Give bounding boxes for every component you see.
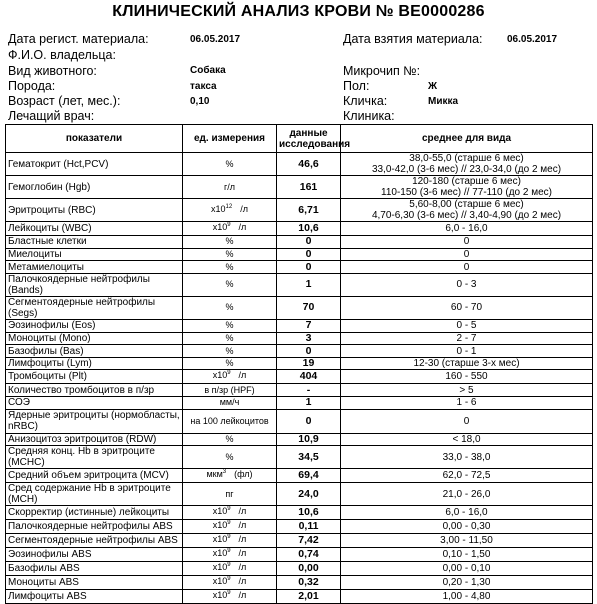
row-unit-tail: /л bbox=[238, 534, 247, 545]
row-unit-exponent: 3 bbox=[222, 469, 227, 476]
row-unit: в п/зр (HPF) bbox=[183, 384, 277, 397]
take-date-label: Дата взятия материала: bbox=[343, 32, 483, 46]
row-reference bbox=[341, 469, 593, 483]
row-reference bbox=[341, 397, 593, 410]
doctor-label: Лечащий врач: bbox=[8, 109, 95, 123]
row-reference bbox=[341, 370, 593, 384]
row-unit-base: мкм bbox=[206, 469, 223, 480]
row-reference bbox=[341, 548, 593, 562]
breed-label: Порода: bbox=[8, 79, 56, 93]
table-row bbox=[6, 296, 593, 319]
table-row bbox=[6, 261, 593, 274]
reg-date-label: Дата регист. материала: bbox=[8, 32, 149, 46]
row-unit: % bbox=[183, 332, 277, 345]
row-unit bbox=[183, 469, 277, 483]
row-indicator-name: СОЭ bbox=[6, 397, 183, 410]
row-unit-tail: /л bbox=[238, 506, 247, 517]
table-row bbox=[6, 248, 593, 261]
row-reference bbox=[341, 520, 593, 534]
row-unit: мм/ч bbox=[183, 397, 277, 410]
row-result-value: 0,74 bbox=[277, 548, 341, 562]
row-indicator-name: Эозинофилы (Eos) bbox=[6, 319, 183, 332]
reference-line: 120-180 (старше 6 мес) bbox=[412, 176, 521, 187]
row-indicator-name: Базофилы ABS bbox=[6, 562, 183, 576]
row-result-value: 2,01 bbox=[277, 590, 341, 604]
row-unit: % bbox=[183, 345, 277, 358]
reference-line: < 18,0 bbox=[452, 434, 481, 446]
row-unit-base: x10 bbox=[212, 222, 228, 232]
reference-line: 0,20 - 1,30 bbox=[442, 577, 491, 589]
table-row bbox=[6, 153, 593, 176]
row-indicator-name: Палочкоядерные нейтрофилы (Bands) bbox=[6, 273, 183, 296]
row-indicator-name: Средний объем эритроцита (MCV) bbox=[6, 469, 183, 483]
row-reference bbox=[341, 590, 593, 604]
header-reference: среднее для вида bbox=[341, 125, 593, 153]
table-row bbox=[6, 199, 593, 222]
row-reference bbox=[341, 433, 593, 446]
sex-label: Пол: bbox=[343, 79, 370, 93]
row-unit-base: x10 bbox=[212, 548, 228, 559]
row-reference bbox=[341, 199, 593, 222]
row-result-value: 3 bbox=[277, 332, 341, 345]
clinic-label: Клиника: bbox=[343, 109, 395, 123]
row-unit-tail: /л bbox=[238, 370, 247, 381]
owner-label: Ф.И.О. владельца: bbox=[8, 48, 116, 62]
reference-line: 0 bbox=[463, 415, 470, 427]
row-unit-base: x10 bbox=[212, 562, 228, 573]
table-header-row bbox=[6, 125, 593, 153]
header-indicator: показатели bbox=[6, 125, 183, 153]
row-indicator-name: Сред содержание Hb в эритроците (MCH) bbox=[6, 483, 183, 506]
reference-line: 33,0 - 38,0 bbox=[442, 451, 491, 463]
row-unit-tail: (фл) bbox=[234, 469, 253, 480]
table-row bbox=[6, 576, 593, 590]
table-row bbox=[6, 319, 593, 332]
row-unit bbox=[183, 199, 277, 222]
table-row bbox=[6, 562, 593, 576]
reference-line: 62,0 - 72,5 bbox=[442, 470, 491, 482]
row-result-value: 10,6 bbox=[277, 506, 341, 520]
reference-line: 5,60-8,00 (старше 6 мес) bbox=[409, 199, 524, 210]
row-unit bbox=[183, 590, 277, 604]
row-result-value: 0 bbox=[277, 409, 341, 433]
sex-value: Ж bbox=[428, 81, 438, 92]
row-unit-tail: /л bbox=[238, 548, 247, 559]
header-result: данные исследования bbox=[277, 125, 341, 153]
row-indicator-name: Эритроциты (RBC) bbox=[6, 199, 183, 222]
reference-line: 3,00 - 11,50 bbox=[440, 535, 493, 547]
results-table bbox=[5, 124, 593, 604]
reference-line: 33,0-42,0 (3-6 мес) // 23,0-34,0 (до 2 мес) bbox=[371, 164, 562, 175]
row-unit: % bbox=[183, 248, 277, 261]
row-unit-base: x10 bbox=[212, 534, 228, 545]
row-unit-exponent: 9 bbox=[227, 370, 231, 377]
results-body bbox=[6, 153, 593, 604]
table-row bbox=[6, 176, 593, 199]
row-unit-tail: /л bbox=[238, 222, 247, 232]
table-row bbox=[6, 534, 593, 548]
row-indicator-name: Лейкоциты (WBC) bbox=[6, 222, 183, 236]
microchip-label: Микрочип №: bbox=[343, 64, 421, 78]
row-unit bbox=[183, 576, 277, 590]
row-indicator-name: Палочкоядерные нейтрофилы ABS bbox=[6, 520, 183, 534]
row-reference bbox=[341, 296, 593, 319]
row-reference bbox=[341, 576, 593, 590]
row-reference bbox=[341, 562, 593, 576]
row-indicator-name: Сегментоядерные нейтрофилы ABS bbox=[6, 534, 183, 548]
nickname-label: Кличка: bbox=[343, 94, 388, 108]
row-reference bbox=[341, 153, 593, 176]
row-reference bbox=[341, 384, 593, 397]
row-unit-base: x10 bbox=[212, 506, 228, 517]
row-result-value: 1 bbox=[277, 397, 341, 410]
row-result-value: 10,9 bbox=[277, 433, 341, 446]
reference-line: 60 - 70 bbox=[450, 302, 483, 314]
row-unit-base: x10 bbox=[212, 576, 228, 587]
row-reference bbox=[341, 261, 593, 274]
table-row bbox=[6, 332, 593, 345]
row-reference bbox=[341, 222, 593, 236]
table-row bbox=[6, 520, 593, 534]
row-indicator-name: Лимфоциты ABS bbox=[6, 590, 183, 604]
row-unit-exponent: 12 bbox=[225, 203, 233, 210]
row-unit-exponent: 9 bbox=[227, 590, 231, 597]
row-unit: г/л bbox=[183, 176, 277, 199]
row-result-value: 7 bbox=[277, 319, 341, 332]
row-unit: % bbox=[183, 319, 277, 332]
row-result-value: 0 bbox=[277, 248, 341, 261]
row-result-value: 34,5 bbox=[277, 446, 341, 469]
nickname-value: Микка bbox=[428, 96, 459, 107]
row-unit-base: x10 bbox=[211, 203, 226, 214]
table-row bbox=[6, 433, 593, 446]
table-row bbox=[6, 357, 593, 370]
row-unit: % bbox=[183, 261, 277, 274]
table-row bbox=[6, 446, 593, 469]
row-indicator-name: Гематокрит (Hct,PCV) bbox=[6, 153, 183, 176]
row-unit bbox=[183, 534, 277, 548]
reference-line: 1 - 6 bbox=[456, 397, 477, 409]
table-row bbox=[6, 384, 593, 397]
row-unit-tail: /л bbox=[238, 520, 247, 531]
row-result-value: 7,42 bbox=[277, 534, 341, 548]
row-reference bbox=[341, 534, 593, 548]
row-reference bbox=[341, 248, 593, 261]
take-date-value: 06.05.2017 bbox=[507, 34, 558, 45]
row-indicator-name: Базофилы (Bas) bbox=[6, 345, 183, 358]
row-indicator-name: Гемоглобин (Hgb) bbox=[6, 176, 183, 199]
row-result-value: 6,71 bbox=[277, 199, 341, 222]
row-result-value: 0 bbox=[277, 345, 341, 358]
row-reference bbox=[341, 345, 593, 358]
reference-line: 21,0 - 26,0 bbox=[442, 488, 491, 500]
row-result-value: 19 bbox=[277, 357, 341, 370]
row-unit bbox=[183, 506, 277, 520]
row-indicator-name: Лимфоциты (Lym) bbox=[6, 357, 183, 370]
table-row bbox=[6, 236, 593, 249]
row-unit-tail: /л bbox=[238, 590, 247, 601]
age-label: Возраст (лет, мес.): bbox=[8, 94, 121, 108]
row-result-value: 0,11 bbox=[277, 520, 341, 534]
row-indicator-name: Миелоциты bbox=[6, 248, 183, 261]
header-unit: ед. измерения bbox=[183, 125, 277, 153]
row-unit: % bbox=[183, 153, 277, 176]
row-result-value: 1 bbox=[277, 273, 341, 296]
reference-line: 0 - 3 bbox=[456, 279, 477, 291]
row-reference bbox=[341, 483, 593, 506]
row-indicator-name: Анизоцитоз эритроцитов (RDW) bbox=[6, 433, 183, 446]
age-value: 0,10 bbox=[190, 96, 210, 107]
row-unit-tail: /л bbox=[238, 576, 247, 587]
row-unit-exponent: 9 bbox=[227, 520, 231, 527]
reference-line: 0,00 - 0,10 bbox=[442, 563, 491, 575]
reference-line: 0 bbox=[463, 236, 470, 248]
row-indicator-name: Тромбоциты (Plt) bbox=[6, 370, 183, 384]
row-result-value: - bbox=[277, 384, 341, 397]
reference-line: 0 bbox=[463, 261, 470, 273]
reference-line: 110-150 (3-6 мес) // 77-110 (до 2 мес) bbox=[381, 187, 552, 198]
row-unit: % bbox=[183, 357, 277, 370]
row-unit-base: x10 bbox=[212, 370, 228, 381]
row-indicator-name: Скорректир (истинные) лейкоциты bbox=[6, 506, 183, 520]
row-unit: % bbox=[183, 446, 277, 469]
table-row bbox=[6, 370, 593, 384]
row-reference bbox=[341, 273, 593, 296]
table-row bbox=[6, 273, 593, 296]
row-unit-exponent: 9 bbox=[227, 562, 231, 569]
reference-line: 2 - 7 bbox=[456, 332, 477, 344]
row-indicator-name: Бластные клетки bbox=[6, 236, 183, 249]
row-unit-exponent: 9 bbox=[227, 548, 231, 555]
table-row bbox=[6, 548, 593, 562]
row-indicator-name: Эозинофилы ABS bbox=[6, 548, 183, 562]
row-unit bbox=[183, 562, 277, 576]
row-unit: % bbox=[183, 273, 277, 296]
row-result-value: 10,6 bbox=[277, 222, 341, 236]
row-result-value: 161 bbox=[277, 176, 341, 199]
row-reference bbox=[341, 506, 593, 520]
row-indicator-name: Количество тромбоцитов в п/зр bbox=[6, 384, 183, 397]
reference-line: 38,0-55,0 (старше 6 мес) bbox=[409, 153, 524, 164]
species-label: Вид животного: bbox=[8, 64, 97, 78]
row-unit: % bbox=[183, 296, 277, 319]
reference-line: 6,0 - 16,0 bbox=[445, 507, 488, 519]
table-row bbox=[6, 222, 593, 236]
row-reference bbox=[341, 236, 593, 249]
reference-line: 160 - 550 bbox=[445, 371, 488, 383]
row-unit-tail: /л bbox=[238, 562, 247, 573]
row-unit bbox=[183, 370, 277, 384]
row-unit-base: x10 bbox=[212, 590, 228, 601]
row-indicator-name: Ядерные эритроциты (нормобласты, nRBC) bbox=[6, 409, 183, 433]
row-unit-exponent: 9 bbox=[227, 506, 231, 513]
row-unit-exponent: 9 bbox=[227, 534, 231, 541]
table-row bbox=[6, 506, 593, 520]
row-result-value: 70 bbox=[277, 296, 341, 319]
row-reference bbox=[341, 409, 593, 433]
row-indicator-name: Моноциты ABS bbox=[6, 576, 183, 590]
row-unit: пг bbox=[183, 483, 277, 506]
row-result-value: 0,00 bbox=[277, 562, 341, 576]
row-unit: % bbox=[183, 236, 277, 249]
reference-line: 1,00 - 4,80 bbox=[442, 591, 491, 603]
table-row bbox=[6, 483, 593, 506]
row-indicator-name: Моноциты (Mono) bbox=[6, 332, 183, 345]
reference-line: 0,00 - 0,30 bbox=[442, 521, 491, 533]
row-result-value: 46,6 bbox=[277, 153, 341, 176]
row-unit-exponent: 9 bbox=[227, 576, 231, 583]
row-unit-base: x10 bbox=[212, 520, 228, 531]
row-unit bbox=[183, 548, 277, 562]
reference-line: > 5 bbox=[459, 384, 474, 396]
row-result-value: 24,0 bbox=[277, 483, 341, 506]
row-unit: на 100 лейкоцитов bbox=[183, 409, 277, 433]
breed-value: такса bbox=[190, 81, 217, 92]
row-reference bbox=[341, 332, 593, 345]
table-row bbox=[6, 397, 593, 410]
reference-line: 0,10 - 1,50 bbox=[442, 549, 491, 561]
row-result-value: 0 bbox=[277, 236, 341, 249]
row-result-value: 69,4 bbox=[277, 469, 341, 483]
row-indicator-name: Метамиелоциты bbox=[6, 261, 183, 274]
reference-line: 0 bbox=[463, 248, 470, 260]
row-reference bbox=[341, 357, 593, 370]
row-indicator-name: Средняя конц. Hb в эритроците (MCHC) bbox=[6, 446, 183, 469]
reference-line: 4,70-6,30 (3-6 мес) // 3,40-4,90 (до 2 мес) bbox=[371, 210, 562, 221]
row-unit bbox=[183, 222, 277, 236]
row-reference bbox=[341, 446, 593, 469]
row-result-value: 0 bbox=[277, 261, 341, 274]
reference-line: 0 - 5 bbox=[456, 320, 477, 332]
table-row bbox=[6, 409, 593, 433]
row-unit: % bbox=[183, 433, 277, 446]
row-reference bbox=[341, 176, 593, 199]
row-unit-tail: /л bbox=[240, 203, 248, 214]
table-row bbox=[6, 590, 593, 604]
row-indicator-name: Сегментоядерные нейтрофилы (Segs) bbox=[6, 296, 183, 319]
row-result-value: 404 bbox=[277, 370, 341, 384]
row-unit bbox=[183, 520, 277, 534]
report-title: КЛИНИЧЕСКИЙ АНАЛИЗ КРОВИ № BE0000286 bbox=[112, 3, 485, 20]
row-unit-exponent: 9 bbox=[227, 222, 231, 228]
reference-line: 0 - 1 bbox=[456, 345, 477, 357]
reference-line: 12-30 (старше 3-х мес) bbox=[413, 358, 520, 370]
table-row bbox=[6, 345, 593, 358]
row-result-value: 0,32 bbox=[277, 576, 341, 590]
reference-line: 6,0 - 16,0 bbox=[445, 223, 488, 234]
species-value: Собака bbox=[190, 65, 226, 76]
row-reference bbox=[341, 319, 593, 332]
reg-date-value: 06.05.2017 bbox=[190, 34, 241, 45]
table-row bbox=[6, 469, 593, 483]
